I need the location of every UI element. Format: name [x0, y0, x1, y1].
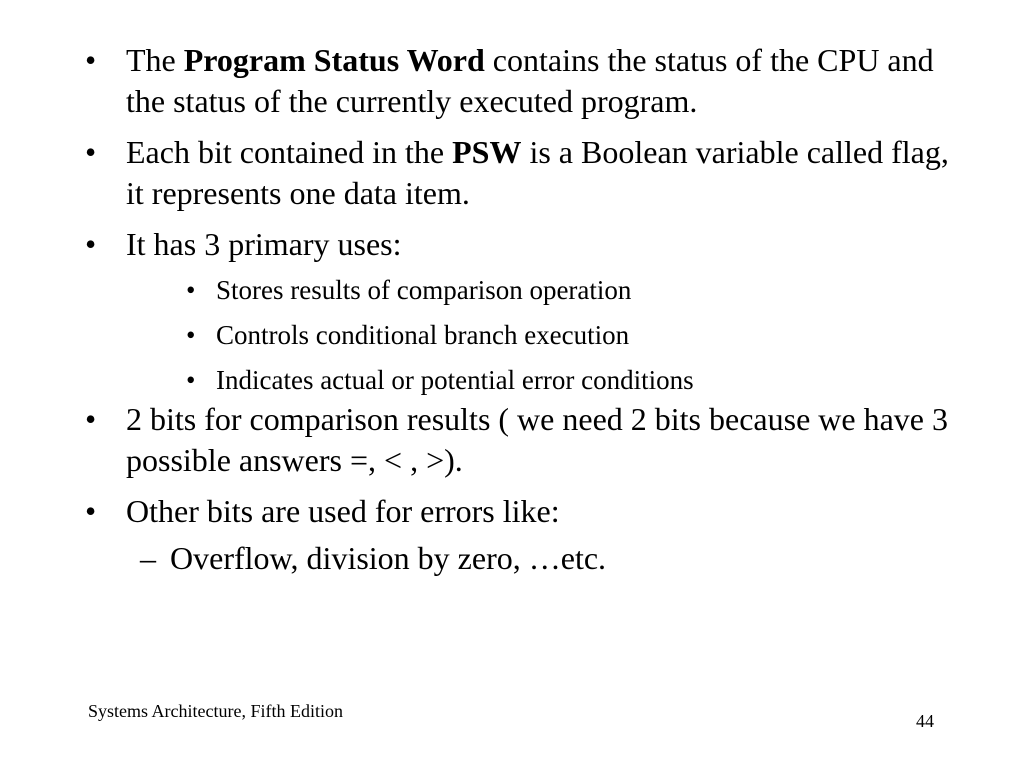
- bullet-text-bold: Program Status Word: [183, 42, 485, 78]
- sub-bullet-comparison: [84, 273, 964, 307]
- bullet-primary-uses: [84, 224, 964, 265]
- footer-book-title: Systems Architecture, Fifth Edition: [88, 701, 343, 721]
- bullet-program-status-word: [84, 40, 964, 122]
- sub-bullet-text: Stores results of comparison operation: [216, 275, 632, 305]
- bullet-error-bits: [84, 491, 964, 532]
- bullet-text-post: contains the status of the CPU and the status of the currently executed program.: [126, 42, 934, 119]
- bullet-comparison-bits: [84, 399, 964, 481]
- bullet-text-bold: PSW: [452, 134, 522, 170]
- bullet-icon: •: [85, 401, 97, 437]
- bullet-text-pre: The: [126, 42, 184, 78]
- bullet-icon: •: [85, 493, 97, 529]
- primary-uses-list: [84, 273, 964, 397]
- bullet-icon: •: [186, 320, 196, 350]
- sub-bullet-branch: [84, 318, 964, 352]
- dash-item-text: Overflow, division by zero, …etc.: [170, 540, 607, 576]
- bullet-text: It has 3 primary uses:: [126, 226, 402, 262]
- bullet-text-post: is a Boolean variable called flag, it represents one data item.: [126, 134, 949, 211]
- dash-item-errors: [84, 538, 964, 579]
- error-examples-list: [84, 538, 964, 579]
- sub-bullet-text: Controls conditional branch execution: [216, 320, 630, 350]
- sub-bullet-errors: [84, 363, 964, 397]
- bullet-icon: •: [186, 275, 196, 305]
- bullet-icon: •: [85, 134, 97, 170]
- dash-icon: –: [140, 540, 156, 576]
- bullet-text-pre: Each bit contained in the: [126, 134, 453, 170]
- page-number: 44: [916, 711, 934, 731]
- bullet-psw-bits: [84, 132, 964, 214]
- bullet-text: Other bits are used for errors like:: [126, 493, 560, 529]
- bullet-icon: •: [85, 226, 97, 262]
- slide-content: [84, 40, 964, 579]
- bullet-icon: •: [186, 365, 196, 395]
- bullet-text: 2 bits for comparison results ( we need 2 bits because we have 3 possible answers =, < , >).: [126, 401, 948, 478]
- bullet-icon: •: [85, 42, 97, 78]
- sub-bullet-text: Indicates actual or potential error conditions: [216, 365, 694, 395]
